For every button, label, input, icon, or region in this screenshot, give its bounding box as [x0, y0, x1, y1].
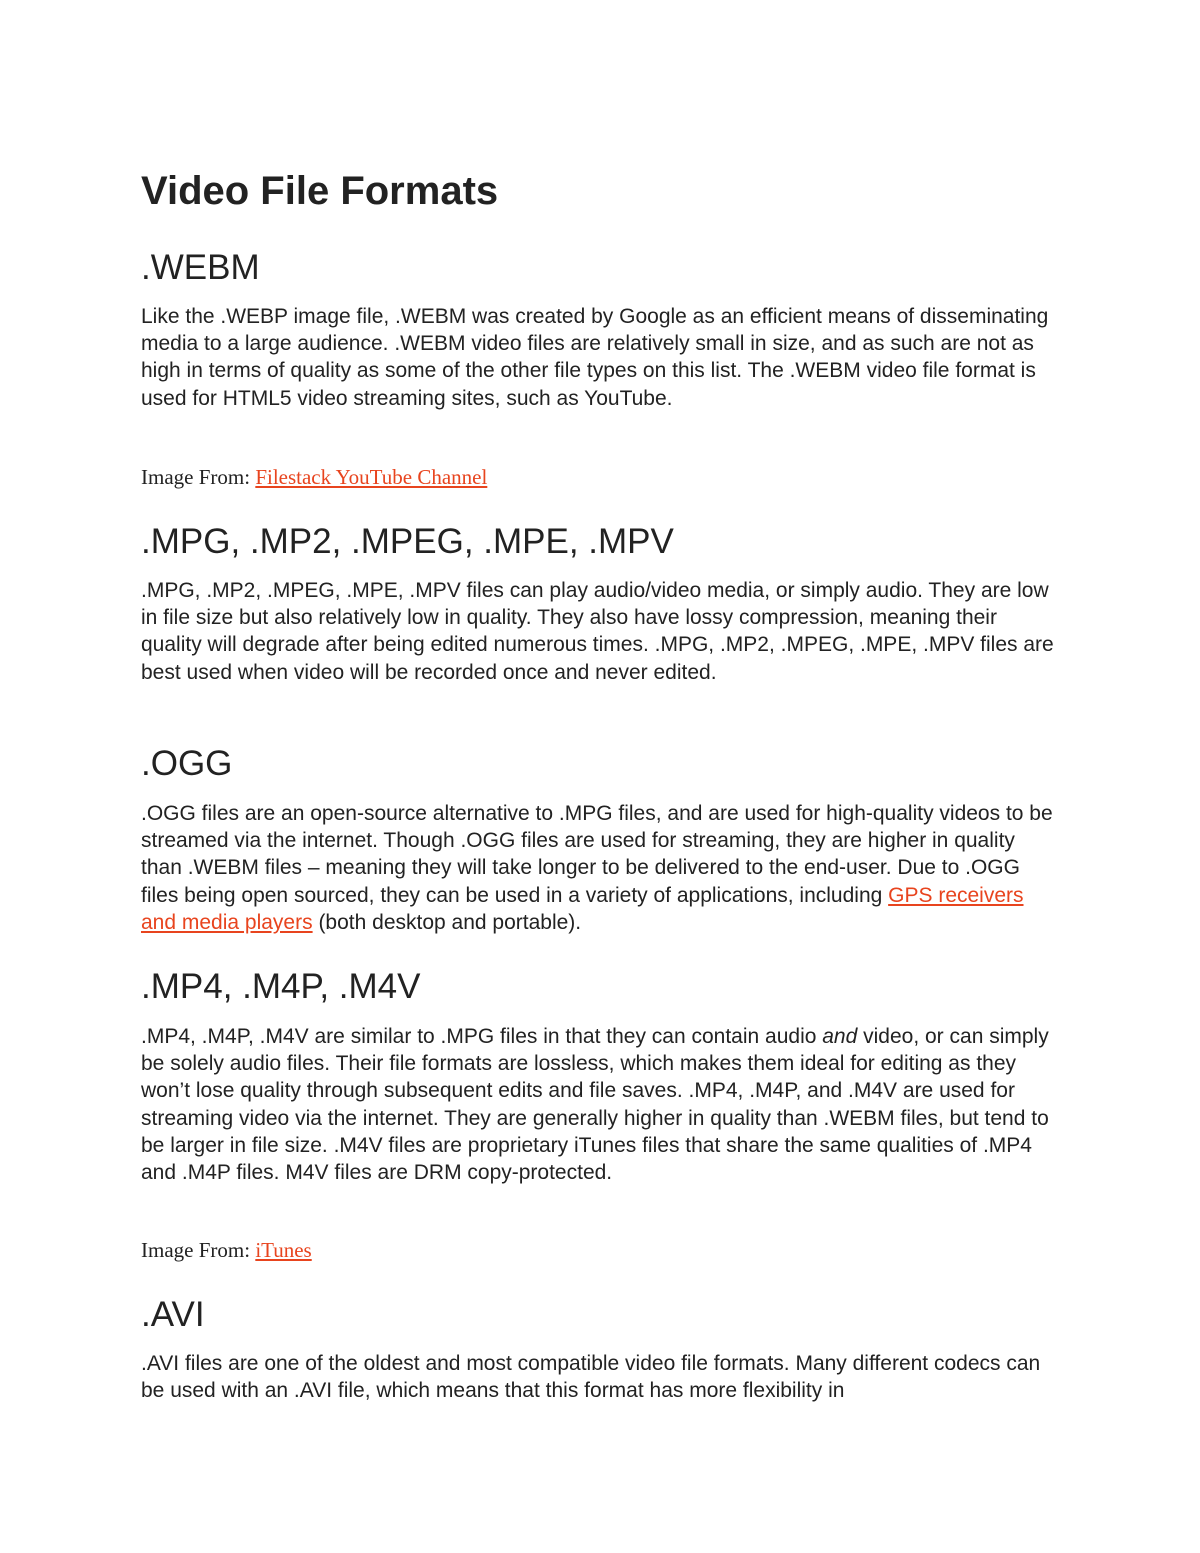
section-paragraph-ogg — [141, 800, 1061, 936]
filestack-youtube-channel-link[interactable]: Filestack YouTube Channel — [255, 465, 488, 489]
section-heading-webm: .WEBM — [141, 248, 260, 287]
section-heading-ogg: .OGG — [141, 744, 233, 783]
image-credit-label: Image From: — [141, 1238, 256, 1262]
image-credit-mp4 — [141, 1236, 312, 1264]
section-heading-avi: .AVI — [141, 1295, 205, 1334]
mp4-text-after-emphasis: video, or can simply be solely audio files. Their file formats are lossless, which makes them ideal for editing as they won’t lose quality through subsequent edits and file saves. .MP4, .M4P, and .M4V are used for streaming video via the internet. They are generally higher in quality than .WEBM files, but tend to be larger in file size. .M4V files are proprietary iTunes files that share the same qualities of .MP4 and .M4P files. M4V files are DRM copy-protected. — [141, 1025, 1049, 1185]
ogg-text-after-link: (both desktop and portable). — [312, 910, 582, 934]
mp4-text-before-emphasis: .MP4, .M4P, .M4V are similar to .MPG files in that they can contain audio — [141, 1025, 823, 1048]
section-paragraph-avi: .AVI files are one of the oldest and most compatible video file formats. Many different codecs can be used with an .AVI file, which means that this format has more flexibility in — [141, 1352, 1041, 1403]
image-credit-webm — [141, 463, 487, 491]
section-paragraph-webm: Like the .WEBP image file, .WEBM was created by Google as an efficient means of disseminating media to a large audience. .WEBM video files are relatively small in size, and as such are not as high in terms of quality as some of the other file types on this list. The .WEBM video file format is used for HTML5 video streaming sites, such as YouTube. — [141, 305, 1049, 410]
section-paragraph-mp4 — [141, 1023, 1061, 1186]
image-credit-label: Image From: — [141, 465, 256, 489]
ogg-text-before-link: .OGG files are an open-source alternative to .MPG files, and are used for high-quality videos to be streamed via the internet. Though .OGG files are used for streaming, they are higher in quality than .WEBM files – meaning they will take longer to be delivered to the end-user. Due to .OGG files being open sourced, they can be used in a variety of applications, including — [141, 802, 1053, 907]
section-paragraph-mpg: .MPG, .MP2, .MPEG, .MPE, .MPV files can play audio/video media, or simply audio. They are low in file size but also relatively low in quality. They also have lossy compression, meaning their quality will degrade after being edited numerous times. .MPG, .MP2, .MPEG, .MPE, .MPV files are best used when video will be recorded once and never edited. — [141, 579, 1054, 684]
page-title: Video File Formats — [141, 169, 499, 213]
itunes-link[interactable]: iTunes — [255, 1238, 312, 1262]
section-heading-mp4: .MP4, .M4P, .M4V — [141, 967, 421, 1006]
gps-receivers-media-players-link[interactable]: GPS receivers and media players — [141, 883, 1024, 934]
mp4-emphasis-and: and — [822, 1025, 858, 1048]
section-heading-mpg: .MPG, .MP2, .MPEG, .MPE, .MPV — [141, 522, 674, 561]
